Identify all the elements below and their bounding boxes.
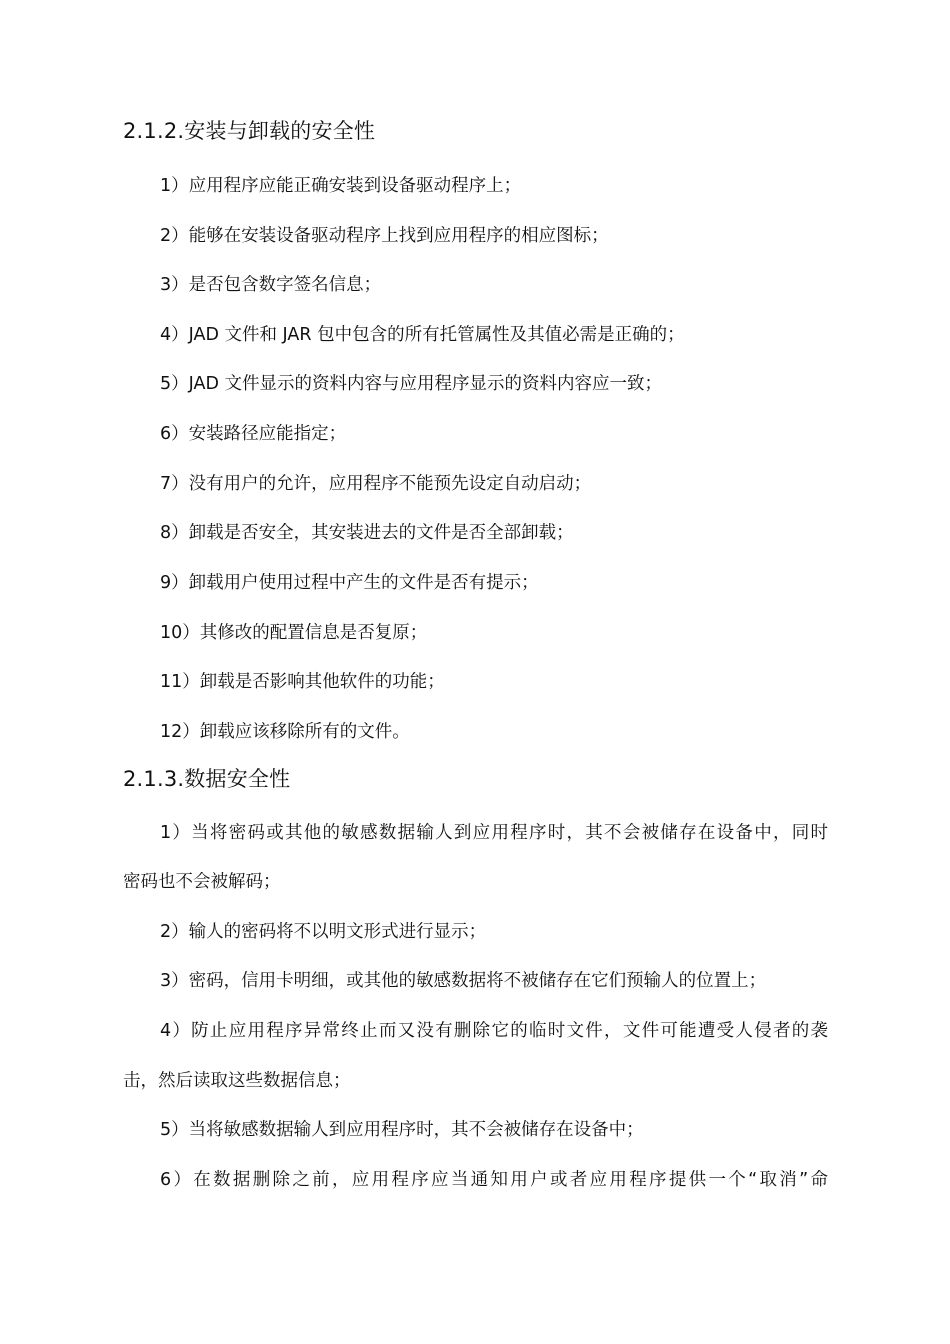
paragraph-line: 击，然后读取这些数据信息；	[123, 1071, 351, 1091]
section-heading-install-security: 2.1.2.安装与卸载的安全性	[123, 119, 376, 143]
list-item: 1）应用程序应能正确安装到设备驱动程序上；	[160, 176, 522, 196]
list-item: 3）密码，信用卡明细，或其他的敏感数据将不被储存在它们预输人的位置上；	[160, 971, 767, 991]
list-item: 7）没有用户的允许，应用程序不能预先设定自动启动；	[160, 474, 592, 494]
list-item: 2）能够在安装设备驱动程序上找到应用程序的相应图标；	[160, 226, 609, 246]
section-heading-data-security: 2.1.3.数据安全性	[123, 767, 291, 791]
paragraph-line: 1）当将密码或其他的敏感数据输人到应用程序时，其不会被储存在设备中，同时	[160, 823, 828, 843]
list-item: 11）卸载是否影响其他软件的功能；	[160, 672, 445, 692]
paragraph-line: 密码也不会被解码；	[123, 872, 281, 892]
list-item: 10）其修改的配置信息是否复原；	[160, 623, 428, 643]
list-item: 12）卸载应该移除所有的文件。	[160, 722, 410, 742]
paragraph-line: 6）在数据删除之前，应用程序应当通知用户或者应用程序提供一个“取消”命	[160, 1170, 828, 1190]
list-item: 5）JAD 文件显示的资料内容与应用程序显示的资料内容应一致；	[160, 374, 662, 394]
list-item: 3）是否包含数字签名信息；	[160, 275, 382, 295]
list-item: 5）当将敏感数据输人到应用程序时，其不会被储存在设备中；	[160, 1120, 644, 1140]
paragraph-line: 4）防止应用程序异常终止而又没有删除它的临时文件，文件可能遭受人侵者的袭	[160, 1021, 828, 1041]
list-item: 9）卸载用户使用过程中产生的文件是否有提示；	[160, 573, 539, 593]
list-item: 8）卸载是否安全，其安装进去的文件是否全部卸载；	[160, 523, 574, 543]
list-item: 2）输人的密码将不以明文形式进行显示；	[160, 922, 487, 942]
list-item: 6）安装路径应能指定；	[160, 424, 347, 444]
list-item: 4）JAD 文件和 JAR 包中包含的所有托管属性及其值必需是正确的；	[160, 325, 685, 345]
